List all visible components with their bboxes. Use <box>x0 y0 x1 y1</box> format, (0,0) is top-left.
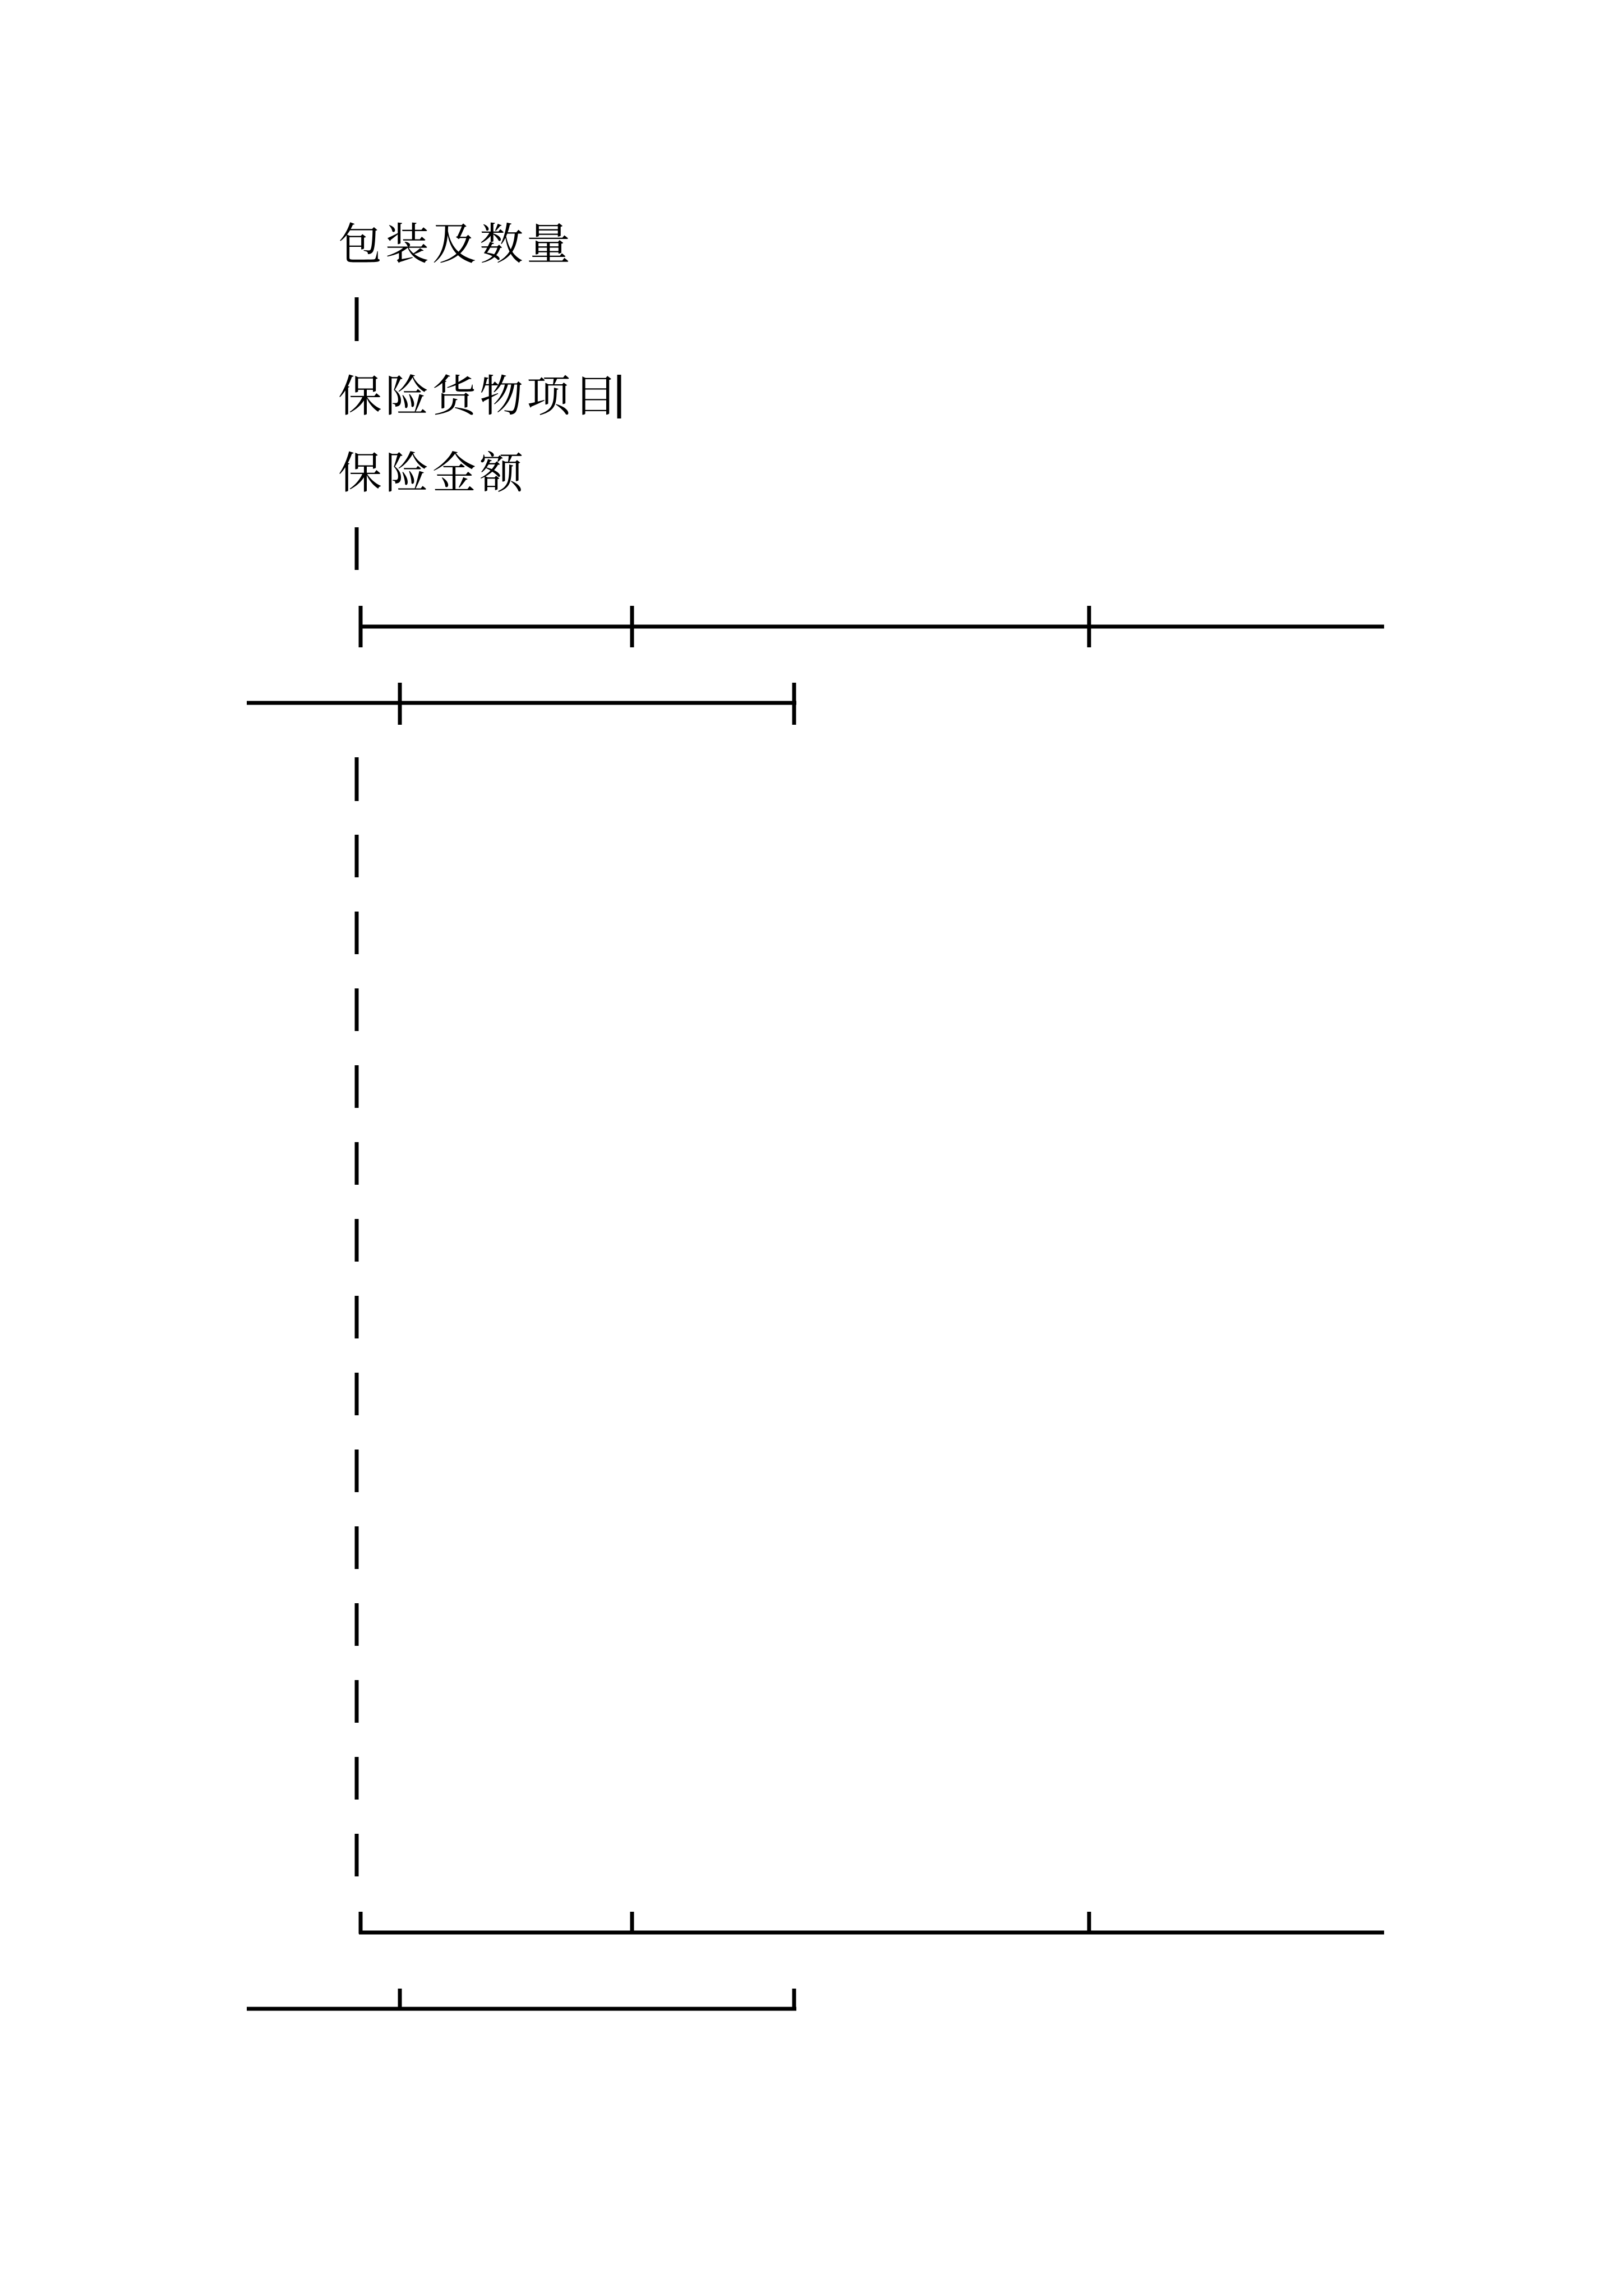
label-insured-amount: 保险金额 <box>338 448 527 499</box>
label-packing-and-quantity: 包装及数量 <box>338 219 574 270</box>
label-insured-goods-items: 保险货物项目 <box>338 371 621 422</box>
